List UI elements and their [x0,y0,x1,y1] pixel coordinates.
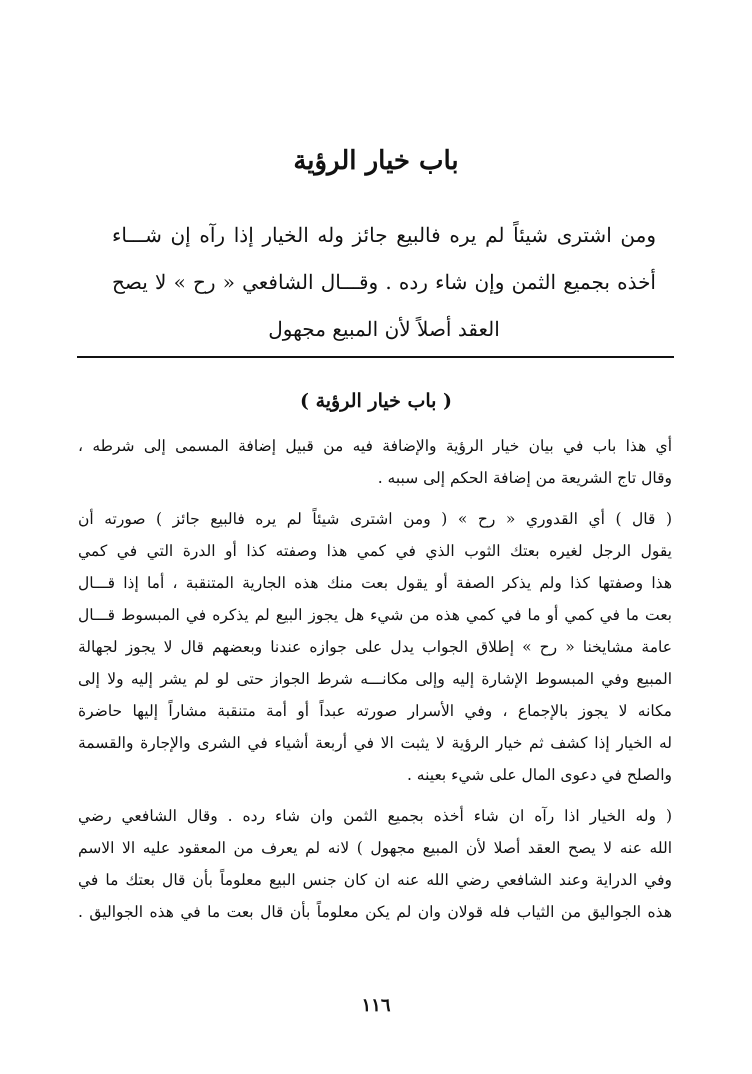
commentary-line: مكانه لا يجوز بالإجماع ، وفي الأسرار صورته عبداً أو أمة متنقبة مشاراً إليها حاضرة [78,702,672,720]
commentary-line: هذه الجواليق من الثياب فله قولان وان لم يكن معلوماً بأن قال بعت ما في هذه الجواليق . [78,903,672,921]
commentary [78,430,672,928]
main-text-line: العقد أصلاً لأن المبيع مجهول [268,317,500,341]
commentary-line: وقال تاج الشريعة من إضافة الحكم إلى سببه . [377,469,672,487]
main-text-line: ومن اشترى شيئاً لم يره فالبيع جائز وله الخيار إذا رآه إن شـــاء [112,223,656,247]
commentary-heading: ( باب خيار الرؤية ) [299,390,453,412]
commentary-line: الله عنه لا يصح العقد أصلا لأن المبيع مجهول ) لانه لم يعرف من المعقود عليه الا الاسم [78,839,672,857]
chapter-title: باب خيار الرؤية [293,146,459,176]
commentary-paragraph [78,503,672,791]
page-number: ١١٦ [361,995,391,1016]
commentary-paragraph [78,430,672,494]
commentary-line: بعت ما في كمي أو ما في كمي هذه من شيء هل يجوز البيع لم يذكره في المبسوط قـــال [78,606,672,624]
commentary-line: أي هذا باب في بيان خيار الرؤية والإضافة فيه من قبيل إضافة المسمى إلى شرطه ، [78,437,672,455]
separator-rule [77,356,674,358]
commentary-line: ( وله الخيار اذا رآه ان شاء أخذه بجميع الثمن وان شاء رده . وقال الشافعي رضي [78,807,672,825]
commentary-paragraph [78,800,672,928]
main-text [112,212,656,353]
commentary-line: عامة مشايخنا « رح » إطلاق الجواب يدل على جوازه عندنا وبعضهم قال لا يجوز لجهالة [78,638,672,656]
commentary-line: هذا وصفتها كذا ولم يذكر الصفة أو يقول بعت منك هذه الجارية المتنقبة ، أما إذا قـــال [78,574,672,592]
commentary-line: ( قال ) أي القدوري « رح » ( ومن اشترى شيئاً لم يره فالبيع جائز ) صورته أن [78,510,672,528]
main-text-line: أخذه بجميع الثمن وإن شاء رده . وقـــال الشافعي « رح » لا يصح [112,270,656,294]
commentary-line: له الخيار إذا كشف ثم خيار الرؤية لا يثبت الا في أربعة أشياء في الشرى والإجارة والقسمة [78,734,672,752]
commentary-line: وفي الدراية وعند الشافعي رضي الله عنه ان كان جنس البيع معلوماً بأن قال بعتك ما في [78,871,672,889]
commentary-line: والصلح في دعوى المال على شيء بعينه . [406,766,672,784]
commentary-line: المبيع وفي المبسوط الإشارة إليه وإلى مكانـــه شرط الجواز حتى لو لم يشر إليه ولا إلى [78,670,672,688]
commentary-line: يقول الرجل لغيره بعتك الثوب الذي في كمي هذا وصفته كذا أو الدرة التي في كمي [78,542,672,560]
